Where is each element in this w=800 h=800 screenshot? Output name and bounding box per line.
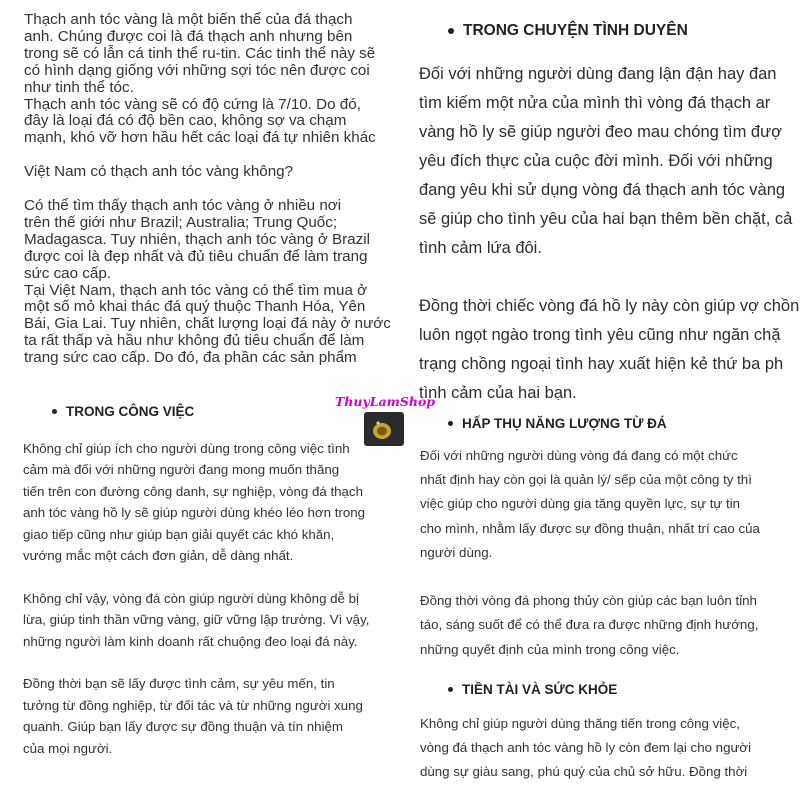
text-line: lừa, giúp tinh thần vững vàng, giữ vững lập trường. Vì vậy, <box>23 612 370 628</box>
text-line <box>23 566 393 587</box>
text-line: đây là loại đá có độ bền cao, không sợ va chạm <box>24 112 347 130</box>
text-line: cho mình, nhằm lấy được sự đồng thuận, nhất trí cao của <box>420 520 760 536</box>
text-line: mạnh, khó vỡ hơn hầu hết các loại đá tự nhiên khác <box>24 129 376 147</box>
love-text <box>419 60 800 400</box>
bullet-icon <box>52 409 57 414</box>
text-line: trang sức cao cấp. Do đó, đa phần các sản phẩm <box>24 349 357 367</box>
text-line: Tại Việt Nam, thạch anh tóc vàng có thể tìm mua ở <box>24 281 368 299</box>
section-heading <box>448 22 688 40</box>
section-heading-text: TIỀN TÀI VÀ SỨC KHỎE <box>462 682 618 697</box>
shop-watermark: ThuyLamShop <box>335 394 436 409</box>
bullet-icon <box>448 421 453 426</box>
text-line: tiến trên con đường công danh, sự nghiệp, vòng đá thạch <box>23 483 363 499</box>
text-line: của mọi người. <box>23 740 113 756</box>
text-line: trên thế giới như Brazil; Australia; Trung Quốc; <box>24 213 338 231</box>
text-line: dùng sự giàu sang, phú quý của chủ sở hữu. Đồng thời <box>420 764 748 780</box>
text-line: Đối với những người dùng đang lận đận hay đan <box>419 65 777 83</box>
text-line: Không chỉ giúp người dùng thăng tiến trong công việc, <box>420 716 740 731</box>
text-line: anh tóc vàng hồ ly sẽ giúp người dùng khéo léo hơn trong <box>23 505 366 521</box>
energy-wealth-panel <box>400 400 800 800</box>
text-line: như tinh thể tóc. <box>24 78 134 96</box>
text-line <box>24 147 394 164</box>
energy-text <box>420 444 800 662</box>
text-line: anh. Chúng được coi là đá thạch anh nhưng bên <box>24 27 353 45</box>
text-line: cảm mà đối với những người đang mong muốn thăng <box>23 462 340 478</box>
question-heading: Việt Nam có thạch anh tóc vàng không? <box>24 163 294 181</box>
intro-text <box>24 12 394 367</box>
text-line: yêu đích thực của cuộc đời mình. Đối với những <box>419 152 773 170</box>
text-line <box>23 652 393 673</box>
text-line: người dùng. <box>420 544 493 560</box>
text-line: vòng đá thạch anh tóc vàng hồ ly còn đem lại cho người <box>420 740 752 756</box>
section-heading <box>448 682 617 697</box>
bullet-icon <box>448 687 453 692</box>
section-heading <box>448 416 667 431</box>
text-line: trong sẽ có lẫn cá tinh thể ru-tin. Các tinh thể này sẽ <box>24 44 376 62</box>
intro-panel <box>0 0 400 398</box>
bullet-icon <box>448 28 454 34</box>
text-line: Không chỉ vậy, vòng đá còn giúp người dùng không dễ bị <box>23 590 359 606</box>
text-line: Thạch anh tóc vàng là một biến thể của đá thạch <box>24 11 353 28</box>
text-line <box>420 565 800 589</box>
text-line: Madagasca. Tuy nhiên, thạch anh tóc vàng ở Brazil <box>24 230 370 248</box>
text-line: Không chỉ giúp ích cho người dùng trong công việc tình <box>23 441 350 456</box>
text-line: Đối với những người dùng vòng đá đang có một chức <box>420 448 738 463</box>
section-heading-text: TRONG CHUYỆN TÌNH DUYÊN <box>463 22 688 39</box>
text-line: vướng mắc một cách đơn giản, dễ dàng nhất. <box>23 548 294 564</box>
text-line: việc giúp cho người dùng gia tăng quyền lực, sự tự tin <box>420 496 741 512</box>
text-line: trạng chồng ngoại tình hay xuất hiện kẻ thứ ba ph <box>419 355 784 373</box>
text-line: tình cảm của hai bạn. <box>419 384 577 400</box>
text-line: giao tiếp cũng như giúp bạn giải quyết các khó khăn, <box>23 526 335 542</box>
text-line: những quyết định của mình trong công việc. <box>420 641 680 657</box>
text-line: nhất định hay còn gọi là quản lý/ sếp của một công ty thì <box>420 472 752 488</box>
text-line: tìm kiếm một nửa của mình thì vòng đá thạch ar <box>419 94 771 112</box>
text-line: sức cao cấp. <box>24 264 111 282</box>
text-line: được coi là đẹp nhất và đủ tiêu chuẩn để làm trang <box>24 247 368 265</box>
text-line: những người làm kinh doanh rất chuộng đeo loại đá này. <box>23 633 358 649</box>
text-line: một số mỏ khai thác đá quý thuộc Thanh Hóa, Yên <box>24 298 366 316</box>
text-line: Đồng thời vòng đá phong thủy còn giúp các bạn luôn tỉnh <box>420 593 757 609</box>
text-line: ta rất thấp và hầu như không đủ tiêu chuẩn để làm <box>24 332 365 350</box>
text-line: vàng hồ ly sẽ giúp người đeo mau chóng tìm đượ <box>419 123 782 141</box>
text-line <box>419 263 800 292</box>
text-line: đang yêu khi sử dụng vòng đá thạch anh tóc vàng <box>419 181 786 199</box>
text-line <box>24 181 394 198</box>
work-text <box>23 438 393 759</box>
text-line: luôn ngọt ngào trong tình yêu cũng như ngăn chặ <box>419 326 781 344</box>
text-line: Bái, Gia Lai. Tuy nhiên, chất lượng loại đá này ở nước <box>24 315 391 333</box>
text-line: Thạch anh tóc vàng sẽ có độ cứng là 7/10. Do đó, <box>24 95 361 113</box>
section-heading-text: HẤP THỤ NĂNG LƯỢNG TỪ ĐÁ <box>462 416 667 431</box>
section-heading <box>52 404 194 419</box>
text-line: quanh. Giúp bạn lấy được sự đồng thuận và tín nhiệm <box>23 719 343 735</box>
shop-logo-icon <box>364 412 404 446</box>
section-heading-text: TRONG CÔNG VIỆC <box>66 404 195 419</box>
text-line: Có thể tìm thấy thạch anh tóc vàng ở nhiều nơi <box>24 196 342 214</box>
wealth-text <box>420 712 800 785</box>
text-line: tưởng từ đồng nghiệp, từ đối tác và từ những người xung <box>23 697 363 713</box>
work-panel <box>0 398 400 800</box>
text-line: sẽ giúp cho tình yêu của hai bạn thêm bền chặt, cả <box>419 210 793 228</box>
love-panel <box>400 0 800 400</box>
text-line: Đồng thời chiếc vòng đá hồ ly này còn giúp vợ chồn <box>419 297 800 315</box>
text-line: táo, sáng suốt để có thể đưa ra được những định hướng, <box>420 617 759 633</box>
text-line: tình cảm lứa đôi. <box>419 239 542 257</box>
text-line: Đồng thời bạn sẽ lấy được tình cảm, sự yêu mến, tin <box>23 676 335 692</box>
text-line: có hình dạng giống với những sợi tóc nên được coi <box>24 61 370 79</box>
